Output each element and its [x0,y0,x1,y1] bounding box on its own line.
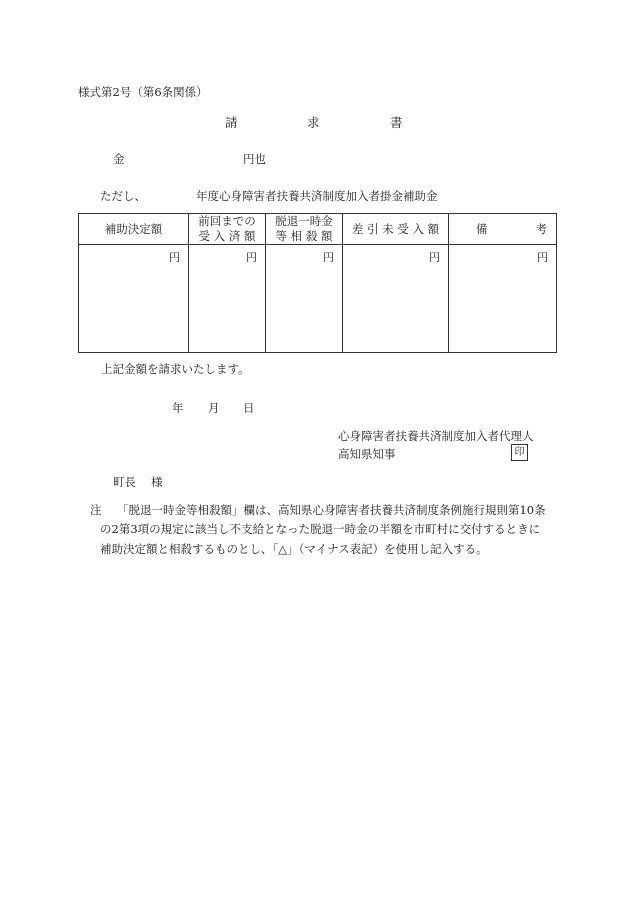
title-char-3: 書 [390,115,403,130]
header-remarks [449,214,557,245]
date-day: 日 [243,401,255,415]
note-line-1: 「脱退一時金等相殺額」欄は、高知県心身障害者扶養共済制度条例施行規則第10条 [117,503,546,517]
closing-statement: 上記金額を請求いたします。 [101,362,250,376]
amount-unit: 円也 [243,152,266,166]
title-char-2: 求 [307,115,320,130]
note-mark: 注 [90,503,102,517]
cell-remarks[interactable]: 円 [449,245,557,353]
cell-subsidy-amount[interactable]: 円 [79,245,189,353]
header-previously-received-line1: 前回までの [198,214,256,228]
seal-mark: 印 [511,444,528,461]
header-balance-unreceived [343,214,449,245]
header-subsidy-amount [79,214,189,245]
cell-balance-unreceived[interactable]: 円 [343,245,449,353]
table-header-row [79,214,557,245]
cell-previously-received[interactable]: 円 [189,245,266,353]
header-remarks-char2: 考 [535,221,547,236]
header-withdrawal-offset [266,214,343,245]
note-line-3: 補助決定額と相殺するものとし、「△」（マイナス表記）を使用し記入する。 [100,542,488,556]
title-char-1: 請 [225,115,238,130]
claim-table [78,213,557,353]
header-balance-unreceived-label: 差 引 未 受 入 額 [351,221,440,236]
purpose-label: ただし、 [100,189,146,203]
note-line-2: の2第3項の規定に該当し不支給となった脱退一時金の半額を市町村に交付するときに [100,522,541,536]
cell-withdrawal-offset[interactable]: 円 [266,245,343,353]
header-withdrawal-offset-line1: 脱退一時金 [275,214,333,228]
table-row [79,245,557,353]
date-month: 月 [208,401,220,415]
header-withdrawal-offset-line2: 等 相 殺 額 [275,229,333,243]
date-year: 年 [172,401,184,415]
form-number: 様式第2号（第6条関係） [78,85,208,99]
agent-name: 高知県知事 [338,447,396,461]
amount-label: 金 [113,152,125,166]
header-previously-received-line2: 受 入 済 額 [198,229,256,243]
header-previously-received [189,214,266,245]
addressee: 町長 様 [113,475,163,489]
header-remarks-char1: 備 [476,221,488,236]
header-subsidy-amount-label: 補助決定額 [104,221,163,236]
purpose-description: 年度心身障害者扶養共済制度加入者掛金補助金 [196,189,438,203]
agent-title: 心身障害者扶養共済制度加入者代理人 [338,429,534,443]
